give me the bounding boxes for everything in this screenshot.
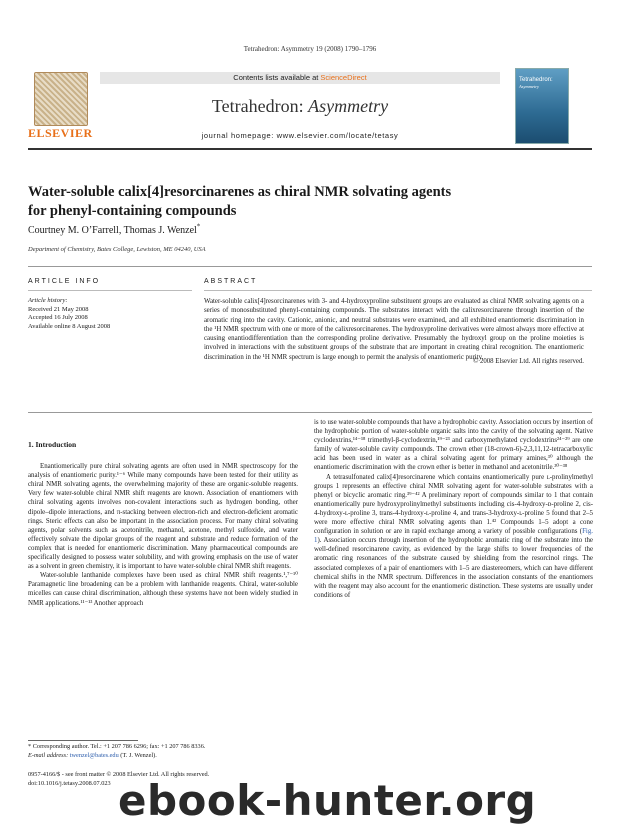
figure-link[interactable]: Fig. 1 (314, 528, 593, 545)
watermark: ebook-hunter.org (118, 776, 537, 825)
article-title (28, 183, 498, 221)
section-heading: 1. Introduction (28, 440, 77, 449)
body-column-left (28, 440, 298, 608)
footnote-rule (28, 740, 138, 741)
footnote (28, 743, 298, 760)
title-line-1: Water-soluble calix[4]resorcinarenes as chiral NMR solvating agents (28, 184, 452, 200)
journal-title-part1: Tetrahedron: (211, 96, 309, 116)
email-line (28, 752, 298, 761)
paragraph-part: ). Association occurs through insertion of the hydrophobic aromatic ring of the substrate into the well-defined resorcinarene cavity, as evidenced by the large shifts to lower frequencies of the aromatic ring resonances of the substrate caused by shielding from the resorcinol rings. The associated complexes of a pair of enantiomers with 1–5 are diastereomers, which can have different chemical shifts in the NMR spectrum. Differences in the association constants of the enantiomers with the reagent may also account for the enantiomeric distinction. These systems are usually under conditions of (314, 537, 593, 599)
contents-strip (100, 72, 500, 84)
title-line-2: for phenyl-containing compounds (28, 203, 237, 219)
header-divider (28, 148, 592, 150)
divider (28, 412, 592, 413)
abstract-rule (204, 290, 592, 291)
homepage-prefix: journal homepage: (201, 131, 277, 140)
received-date: Received 21 May 2008 (28, 305, 89, 313)
article-info-rule (28, 290, 192, 291)
sciencedirect-link[interactable]: ScienceDirect (320, 73, 367, 82)
abstract-text: Water-soluble calix[4]resorcinarenes with 3- and 4-hydroxyproline substituent groups are evaluated as chiral NMR solvating agents on a series of monosubstituted phenyl-containing compounds. The substrates interact with the calixresorcinarene through insertion of the aromatic ring into the cavity. Cationic, anionic, and neutral substrates were examined, and all exhibited enantiomeric discrimination in the ¹H NMR spectrum with one or more of the calixresorcinarenes. The hydroxyproline derivatives were almost always more effective at causing enantiodifferentiation than the corresponding proline derivative. Presumably the hydroxyl group on the proline moieties is involved in interactions with the substituent groups of the substrate that are important in creating chiral recognition. The enantiomeric discrimination in the ¹H NMR spectrum is large enough to permit the analysis of enantiomeric purity. (204, 298, 584, 361)
article-info-heading: ARTICLE INFO (28, 278, 101, 285)
divider (28, 266, 592, 267)
journal-citation: Tetrahedron: Asymmetry 19 (2008) 1790–1796 (243, 45, 377, 53)
paragraph: is to use water-soluble compounds that have a hydrophobic cavity. Association occurs by insertion of the hydrophobic portion of water-soluble organic salts into the cavity of the solvating agent. Native cyclodextrins,¹⁴⁻¹⁸ trimethyl-β-cyclodextrin,¹⁹⁻²³ and carboxymethylated cyclodextrins²⁴⁻²⁹ are one family of water-soluble cavity compounds. The crown ether (18-crown-6)-2,3,11,12-tetracarboxylic acid has been used in water as a chiral solvating agent for primary amines,³⁰ although the enantiomeric discrimination with the crown ether is better in methanol and acetonitrile.³⁰⁻³⁸ (314, 419, 593, 472)
email-label: E-mail address: (28, 751, 70, 759)
paragraph (314, 473, 593, 600)
cover-title: Tetrahedron: (519, 77, 553, 83)
affiliation: Department of Chemistry, Bates College, Lewiston, ME 04240, USA (28, 246, 206, 253)
doi[interactable]: doi:10.1016/j.tetasy.2008.07.023 (28, 779, 111, 787)
history-label: Article history: (28, 297, 68, 304)
journal-title (100, 96, 500, 117)
corresponding-author: * Corresponding author. Tel.: +1 207 786 6296; fax: +1 207 786 8336. (28, 743, 206, 750)
copyright: © 2008 Elsevier Ltd. All rights reserved. (473, 358, 584, 365)
abstract-heading: ABSTRACT (204, 278, 258, 285)
email-link[interactable]: twenzel@bates.edu (69, 751, 119, 759)
corresponding-mark: * (196, 222, 201, 231)
accepted-date: Accepted 16 July 2008 (28, 314, 88, 322)
body-column-right (314, 418, 593, 600)
journal-homepage (100, 131, 500, 140)
publisher-logo-text: ELSEVIER (28, 126, 93, 140)
elsevier-logo (28, 72, 92, 142)
authors (28, 222, 201, 236)
issn: 0957-4166/$ - see front matter © 2008 Elsevier Ltd. All rights reserved. (28, 771, 210, 778)
online-date: Available online 8 August 2008 (28, 322, 111, 330)
journal-cover-image (515, 68, 569, 144)
paragraph: Enantiomerically pure chiral solvating agents are often used in NMR spectroscopy for the analysis of enantiomeric purity.¹⁻⁶ While many compounds have been tested for their utility as chiral NMR solvating agents, the overwhelming majority of these are organic-soluble reagents. Very few water-soluble chiral NMR shift reagents are known. Association of enantiomers with chiral solvating agents involves non-covalent interactions such as hydrogen bonding, other dipole–dipole interactions, and π-stacking between electron-rich and electron-deficient aromatic rings. Steric effects can also be important in the association process. For many chiral solvating agents, polar solvents such as acetonitrile, methanol, acetone, methyl sulfoxide, and water effectively solvate the dipolar groups of the reagent and substrate and reduce formation of the complex that is needed for enantiomeric discrimination. Many pharmaceutical compounds are specifically designed to possess water solubility, and with growing emphasis on the use of water as a solvent in green chemistry, it is important to have water-soluble chiral NMR shift reagents. (28, 463, 298, 571)
homepage-url[interactable]: www.elsevier.com/locate/tetasy (276, 131, 399, 140)
journal-title-part2: Asymmetry (308, 96, 389, 116)
author-names: Courtney M. O’Farrell, Thomas J. Wenzel (28, 225, 197, 236)
elsevier-tree-icon (34, 72, 88, 126)
paragraph: Water-soluble lanthanide complexes have been used as chiral NMR shift reagents.¹,⁷⁻¹⁰ Paramagnetic line broadening can be a problem with lanthanide reagents. Chiral, water-soluble micelles can cause chiral discrimination, although these systems have not been widely studied in NMR applications.¹¹⁻¹³ Another approach (28, 572, 298, 607)
contents-prefix: Contents lists available at (233, 73, 321, 82)
article-history (28, 297, 110, 331)
cover-subtitle: Asymmetry (519, 84, 539, 89)
email-suffix: (T. J. Wenzel). (118, 751, 157, 759)
paragraph-part: A tetrasulfonated calix[4]resorcinarene which contains enantiomerically pure ʟ-prolinylmethyl groups 1 represents an effective chiral NMR solvating agent for water-soluble substrates with a phenyl or bicyclic aromatic ring.³⁹⁻⁴² A preliminary report of compounds similar to 1 that contain enantiomerically pure hydroxyprolinylmethyl substituents including cis-4-hydroxy-ᴅ-proline 2, cis-4-hydroxy-ʟ-proline 3, trans-4-hydroxy-ʟ-proline 4, and trans-3-hydroxy-ʟ-proline 5 found that 2–5 were more effective chiral NMR solvating agents than 1.⁴² Compounds 1–5 adopt a cone configuration in solution or are in rapid exchange among a variety of possible configurations ( (314, 473, 593, 536)
